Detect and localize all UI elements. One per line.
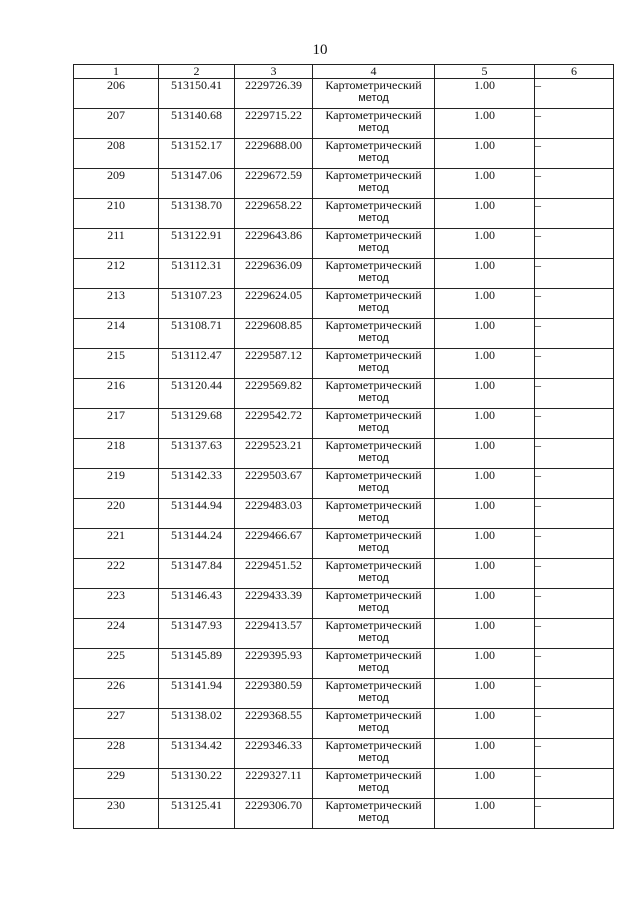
method-line-2: метод — [358, 782, 389, 794]
point-number-cell: 215 — [74, 349, 159, 379]
note-cell: – — [535, 229, 614, 259]
method-cell — [313, 739, 435, 769]
column-header-5: 5 — [435, 65, 535, 79]
x-coordinate-cell: 513129.68 — [159, 409, 235, 439]
accuracy-cell: 1.00 — [435, 529, 535, 559]
x-coordinate-cell: 513122.91 — [159, 229, 235, 259]
accuracy-cell: 1.00 — [435, 499, 535, 529]
method-line-2: метод — [358, 692, 389, 704]
table-row — [74, 769, 614, 799]
method-line-1: Картометрический — [325, 678, 422, 692]
method-line-2: метод — [358, 602, 389, 614]
method-line-2: метод — [358, 752, 389, 764]
y-coordinate-cell: 2229466.67 — [235, 529, 313, 559]
method-cell — [313, 379, 435, 409]
point-number-cell: 206 — [74, 79, 159, 109]
note-cell: – — [535, 589, 614, 619]
method-cell — [313, 799, 435, 829]
table-row — [74, 439, 614, 469]
method-line-1: Картометрический — [325, 738, 422, 752]
method-cell — [313, 409, 435, 439]
x-coordinate-cell: 513120.44 — [159, 379, 235, 409]
method-line-2: метод — [358, 272, 389, 284]
x-coordinate-cell: 513112.31 — [159, 259, 235, 289]
method-line-1: Картометрический — [325, 78, 422, 92]
table-row — [74, 589, 614, 619]
note-cell: – — [535, 439, 614, 469]
method-cell — [313, 619, 435, 649]
y-coordinate-cell: 2229395.93 — [235, 649, 313, 679]
table-row — [74, 739, 614, 769]
method-line-1: Картометрический — [325, 468, 422, 482]
accuracy-cell: 1.00 — [435, 589, 535, 619]
method-line-2: метод — [358, 242, 389, 254]
table-row — [74, 529, 614, 559]
method-cell — [313, 559, 435, 589]
y-coordinate-cell: 2229636.09 — [235, 259, 313, 289]
note-cell: – — [535, 649, 614, 679]
y-coordinate-cell: 2229688.00 — [235, 139, 313, 169]
method-line-1: Картометрический — [325, 438, 422, 452]
table-row — [74, 139, 614, 169]
method-line-1: Картометрический — [325, 378, 422, 392]
accuracy-cell: 1.00 — [435, 109, 535, 139]
method-cell — [313, 709, 435, 739]
method-line-1: Картометрический — [325, 558, 422, 572]
method-line-2: метод — [358, 92, 389, 104]
x-coordinate-cell: 513107.23 — [159, 289, 235, 319]
point-number-cell: 224 — [74, 619, 159, 649]
method-line-2: метод — [358, 632, 389, 644]
note-cell: – — [535, 769, 614, 799]
table-row — [74, 709, 614, 739]
table-row — [74, 79, 614, 109]
method-cell — [313, 469, 435, 499]
note-cell: – — [535, 409, 614, 439]
point-number-cell: 221 — [74, 529, 159, 559]
note-cell: – — [535, 289, 614, 319]
point-number-cell: 213 — [74, 289, 159, 319]
point-number-cell: 217 — [74, 409, 159, 439]
accuracy-cell: 1.00 — [435, 349, 535, 379]
y-coordinate-cell: 2229413.57 — [235, 619, 313, 649]
method-line-1: Картометрический — [325, 168, 422, 182]
method-cell — [313, 169, 435, 199]
method-line-1: Картометрический — [325, 408, 422, 422]
table-body — [74, 79, 614, 829]
column-header-1: 1 — [74, 65, 159, 79]
x-coordinate-cell: 513144.24 — [159, 529, 235, 559]
method-line-1: Картометрический — [325, 648, 422, 662]
point-number-cell: 222 — [74, 559, 159, 589]
note-cell: – — [535, 799, 614, 829]
method-line-2: метод — [358, 722, 389, 734]
method-cell — [313, 259, 435, 289]
point-number-cell: 219 — [74, 469, 159, 499]
accuracy-cell: 1.00 — [435, 199, 535, 229]
accuracy-cell: 1.00 — [435, 379, 535, 409]
accuracy-cell: 1.00 — [435, 799, 535, 829]
method-cell — [313, 199, 435, 229]
method-line-2: метод — [358, 452, 389, 464]
y-coordinate-cell: 2229608.85 — [235, 319, 313, 349]
x-coordinate-cell: 513125.41 — [159, 799, 235, 829]
point-number-cell: 227 — [74, 709, 159, 739]
note-cell: – — [535, 559, 614, 589]
method-line-2: метод — [358, 812, 389, 824]
method-line-1: Картометрический — [325, 528, 422, 542]
table-header-row — [74, 65, 614, 79]
accuracy-cell: 1.00 — [435, 739, 535, 769]
y-coordinate-cell: 2229587.12 — [235, 349, 313, 379]
accuracy-cell: 1.00 — [435, 469, 535, 499]
table-row — [74, 469, 614, 499]
table-row — [74, 799, 614, 829]
accuracy-cell: 1.00 — [435, 619, 535, 649]
point-number-cell: 220 — [74, 499, 159, 529]
method-line-2: метод — [358, 662, 389, 674]
column-header-3: 3 — [235, 65, 313, 79]
x-coordinate-cell: 513152.17 — [159, 139, 235, 169]
y-coordinate-cell: 2229483.03 — [235, 499, 313, 529]
x-coordinate-cell: 513108.71 — [159, 319, 235, 349]
point-number-cell: 216 — [74, 379, 159, 409]
note-cell: – — [535, 109, 614, 139]
y-coordinate-cell: 2229672.59 — [235, 169, 313, 199]
point-number-cell: 229 — [74, 769, 159, 799]
y-coordinate-cell: 2229380.59 — [235, 679, 313, 709]
method-cell — [313, 289, 435, 319]
method-cell — [313, 769, 435, 799]
method-line-1: Картометрический — [325, 708, 422, 722]
method-line-2: метод — [358, 542, 389, 554]
x-coordinate-cell: 513138.70 — [159, 199, 235, 229]
method-line-1: Картометрический — [325, 288, 422, 302]
table-row — [74, 379, 614, 409]
column-header-2: 2 — [159, 65, 235, 79]
method-line-2: метод — [358, 332, 389, 344]
note-cell: – — [535, 679, 614, 709]
y-coordinate-cell: 2229433.39 — [235, 589, 313, 619]
point-number-cell: 214 — [74, 319, 159, 349]
point-number-cell: 209 — [74, 169, 159, 199]
method-line-1: Картометрический — [325, 768, 422, 782]
table-row — [74, 679, 614, 709]
accuracy-cell: 1.00 — [435, 319, 535, 349]
column-header-4: 4 — [313, 65, 435, 79]
y-coordinate-cell: 2229451.52 — [235, 559, 313, 589]
note-cell: – — [535, 349, 614, 379]
y-coordinate-cell: 2229569.82 — [235, 379, 313, 409]
note-cell: – — [535, 469, 614, 499]
point-number-cell: 211 — [74, 229, 159, 259]
table-row — [74, 649, 614, 679]
method-cell — [313, 139, 435, 169]
table-row — [74, 289, 614, 319]
accuracy-cell: 1.00 — [435, 169, 535, 199]
accuracy-cell: 1.00 — [435, 709, 535, 739]
method-line-2: метод — [358, 362, 389, 374]
point-number-cell: 208 — [74, 139, 159, 169]
method-line-2: метод — [358, 302, 389, 314]
table-row — [74, 259, 614, 289]
method-line-2: метод — [358, 482, 389, 494]
method-line-1: Картометрический — [325, 588, 422, 602]
point-number-cell: 210 — [74, 199, 159, 229]
table-row — [74, 319, 614, 349]
accuracy-cell: 1.00 — [435, 139, 535, 169]
point-number-cell: 218 — [74, 439, 159, 469]
y-coordinate-cell: 2229715.22 — [235, 109, 313, 139]
method-cell — [313, 79, 435, 109]
x-coordinate-cell: 513137.63 — [159, 439, 235, 469]
method-line-1: Картометрический — [325, 228, 422, 242]
table-row — [74, 619, 614, 649]
note-cell: – — [535, 529, 614, 559]
method-line-2: метод — [358, 572, 389, 584]
x-coordinate-cell: 513150.41 — [159, 79, 235, 109]
point-number-cell: 230 — [74, 799, 159, 829]
note-cell: – — [535, 739, 614, 769]
method-line-1: Картометрический — [325, 618, 422, 632]
method-cell — [313, 109, 435, 139]
note-cell: – — [535, 169, 614, 199]
accuracy-cell: 1.00 — [435, 409, 535, 439]
x-coordinate-cell: 513146.43 — [159, 589, 235, 619]
x-coordinate-cell: 513134.42 — [159, 739, 235, 769]
note-cell: – — [535, 709, 614, 739]
note-cell: – — [535, 319, 614, 349]
y-coordinate-cell: 2229327.11 — [235, 769, 313, 799]
table-row — [74, 409, 614, 439]
accuracy-cell: 1.00 — [435, 679, 535, 709]
method-line-1: Картометрический — [325, 108, 422, 122]
y-coordinate-cell: 2229306.70 — [235, 799, 313, 829]
accuracy-cell: 1.00 — [435, 289, 535, 319]
x-coordinate-cell: 513147.06 — [159, 169, 235, 199]
x-coordinate-cell: 513138.02 — [159, 709, 235, 739]
accuracy-cell: 1.00 — [435, 769, 535, 799]
method-line-1: Картометрический — [325, 318, 422, 332]
method-line-1: Картометрический — [325, 498, 422, 512]
table-row — [74, 349, 614, 379]
note-cell: – — [535, 79, 614, 109]
x-coordinate-cell: 513144.94 — [159, 499, 235, 529]
accuracy-cell: 1.00 — [435, 79, 535, 109]
method-cell — [313, 529, 435, 559]
y-coordinate-cell: 2229346.33 — [235, 739, 313, 769]
method-cell — [313, 589, 435, 619]
x-coordinate-cell: 513140.68 — [159, 109, 235, 139]
method-line-2: метод — [358, 122, 389, 134]
method-cell — [313, 679, 435, 709]
method-line-2: метод — [358, 182, 389, 194]
note-cell: – — [535, 619, 614, 649]
y-coordinate-cell: 2229643.86 — [235, 229, 313, 259]
method-line-2: метод — [358, 512, 389, 524]
table-row — [74, 499, 614, 529]
accuracy-cell: 1.00 — [435, 439, 535, 469]
method-line-1: Картометрический — [325, 258, 422, 272]
method-cell — [313, 439, 435, 469]
y-coordinate-cell: 2229624.05 — [235, 289, 313, 319]
method-line-1: Картометрический — [325, 348, 422, 362]
y-coordinate-cell: 2229523.21 — [235, 439, 313, 469]
method-line-2: метод — [358, 152, 389, 164]
x-coordinate-cell: 513145.89 — [159, 649, 235, 679]
point-number-cell: 212 — [74, 259, 159, 289]
x-coordinate-cell: 513112.47 — [159, 349, 235, 379]
method-line-2: метод — [358, 422, 389, 434]
column-header-6: 6 — [535, 65, 614, 79]
x-coordinate-cell: 513147.93 — [159, 619, 235, 649]
method-cell — [313, 319, 435, 349]
method-line-2: метод — [358, 392, 389, 404]
point-number-cell: 226 — [74, 679, 159, 709]
method-cell — [313, 349, 435, 379]
y-coordinate-cell: 2229503.67 — [235, 469, 313, 499]
point-number-cell: 225 — [74, 649, 159, 679]
y-coordinate-cell: 2229542.72 — [235, 409, 313, 439]
method-line-1: Картометрический — [325, 798, 422, 812]
point-number-cell: 207 — [74, 109, 159, 139]
note-cell: – — [535, 379, 614, 409]
y-coordinate-cell: 2229726.39 — [235, 79, 313, 109]
method-cell — [313, 649, 435, 679]
method-line-1: Картометрический — [325, 138, 422, 152]
y-coordinate-cell: 2229368.55 — [235, 709, 313, 739]
point-number-cell: 223 — [74, 589, 159, 619]
table-row — [74, 199, 614, 229]
accuracy-cell: 1.00 — [435, 649, 535, 679]
accuracy-cell: 1.00 — [435, 229, 535, 259]
method-cell — [313, 499, 435, 529]
table-row — [74, 109, 614, 139]
table-row — [74, 229, 614, 259]
note-cell: – — [535, 199, 614, 229]
method-line-1: Картометрический — [325, 198, 422, 212]
note-cell: – — [535, 259, 614, 289]
accuracy-cell: 1.00 — [435, 259, 535, 289]
y-coordinate-cell: 2229658.22 — [235, 199, 313, 229]
x-coordinate-cell: 513142.33 — [159, 469, 235, 499]
method-cell — [313, 229, 435, 259]
table-row — [74, 169, 614, 199]
x-coordinate-cell: 513130.22 — [159, 769, 235, 799]
method-line-2: метод — [358, 212, 389, 224]
table-row — [74, 559, 614, 589]
coordinates-table — [73, 64, 614, 829]
accuracy-cell: 1.00 — [435, 559, 535, 589]
note-cell: – — [535, 139, 614, 169]
note-cell: – — [535, 499, 614, 529]
point-number-cell: 228 — [74, 739, 159, 769]
x-coordinate-cell: 513141.94 — [159, 679, 235, 709]
x-coordinate-cell: 513147.84 — [159, 559, 235, 589]
page-number: 10 — [312, 42, 328, 58]
